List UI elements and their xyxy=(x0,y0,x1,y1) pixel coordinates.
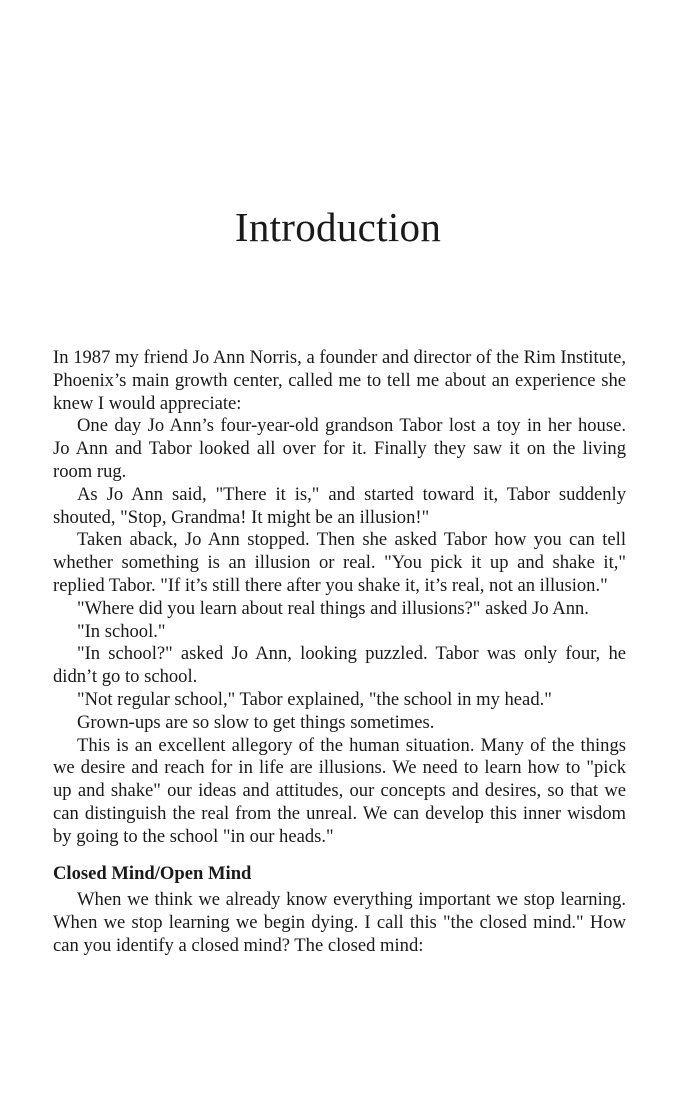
paragraph: "In school." xyxy=(77,620,166,642)
paragraph: In 1987 my friend Jo Ann Norris, a founder and director of the Rim Institute, Phoenix’s main growth center, called me to tell me about an experience she knew I would appreciate: xyxy=(53,347,626,414)
paragraph: This is an excellent allegory of the human situation. Many of the things we desire and reach for in life are illusions. We need to learn how to "pick up and shake" our ideas and attitudes, our concepts and desires, so that we can distinguish the real from the unreal. We can develop this inner wisdom by going to the school "in our heads." xyxy=(53,734,626,847)
paragraph: "Where did you learn about real things and illusions?" asked Jo Ann. xyxy=(77,597,589,619)
body-text xyxy=(53,347,626,958)
chapter-title: Introduction xyxy=(234,204,442,250)
paragraph: One day Jo Ann’s four-year-old grandson Tabor lost a toy in her house. Jo Ann and Tabor looked all over for it. Finally they saw it on the living room rug. xyxy=(53,415,626,482)
paragraph: "Not regular school," Tabor explained, "the school in my head." xyxy=(77,688,552,710)
paragraph: Grown-ups are so slow to get things sometimes. xyxy=(77,711,435,733)
section-heading: Closed Mind/Open Mind xyxy=(53,862,252,884)
paragraph: "In school?" asked Jo Ann, looking puzzled. Tabor was only four, he didn’t go to school. xyxy=(53,643,626,688)
paragraph: As Jo Ann said, "There it is," and started toward it, Tabor suddenly shouted, "Stop, Grandma! It might be an illusion!" xyxy=(53,483,626,528)
paragraph: When we think we already know everything important we stop learning. When we stop learning we begin dying. I call this "the closed mind." How can you identify a closed mind? The closed mind: xyxy=(53,889,626,956)
paragraph: Taken aback, Jo Ann stopped. Then she asked Tabor how you can tell whether something is an illusion or real. "You pick it up and shake it," replied Tabor. "If it’s still there after you shake it, it’s real, not an illusion." xyxy=(53,529,626,596)
